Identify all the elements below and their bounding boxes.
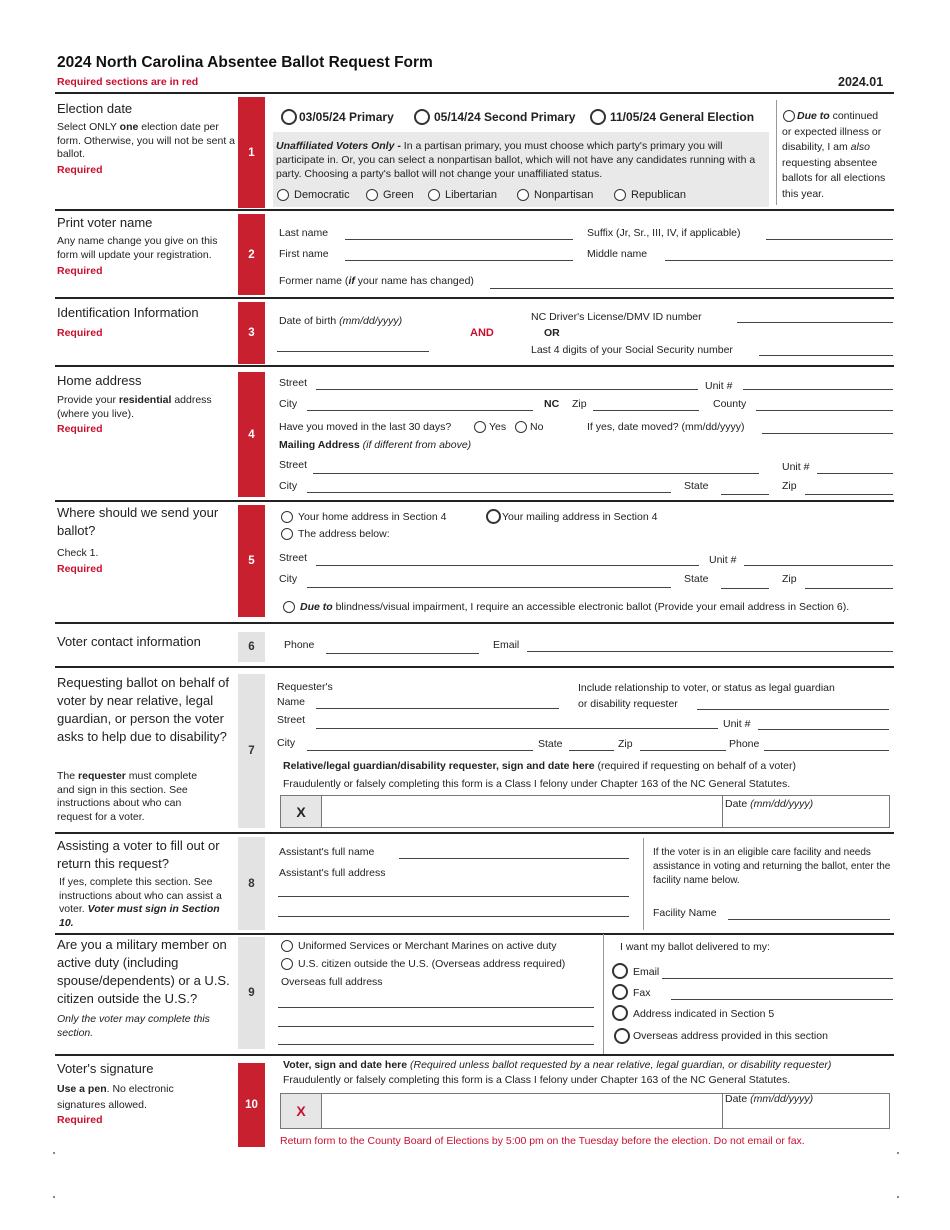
section-5-desc: Check 1. [57, 547, 99, 559]
second-primary-label: 05/14/24 Second Primary [434, 110, 576, 124]
requester-name-field[interactable] [316, 708, 559, 709]
requester-zip-field[interactable] [640, 750, 726, 751]
divider [55, 500, 894, 502]
divider [55, 622, 894, 624]
section-1-required: Required [57, 164, 103, 176]
section-4-number: 4 [238, 372, 265, 497]
requester-unit-label: Unit # [723, 718, 751, 730]
divider [55, 666, 894, 668]
send-city-field[interactable] [307, 587, 671, 588]
section-5-title: Where should we send your ballot? [57, 505, 219, 538]
section-2-required: Required [57, 265, 103, 277]
section-9-title: Are you a military member on active duty (including spouse/dependents) or a U.S. citizen outside the U.S.? [57, 937, 230, 1006]
ssn-label: Last 4 digits of your Social Security number [531, 344, 733, 356]
primary-label: 03/05/24 Primary [299, 110, 394, 124]
facility-name-label: Facility Name [653, 907, 717, 919]
section-1-title: Election date [57, 101, 133, 116]
section-6-title: Voter contact information [57, 634, 201, 649]
mailing-city-field[interactable] [307, 492, 671, 493]
send-unit-field[interactable] [744, 565, 893, 566]
section-7-title: Requesting ballot on behalf of voter by near relative, legal guardian, or person the voter asks to help due to disability? [57, 675, 230, 744]
uniformed-radio[interactable] [281, 940, 293, 952]
section-4-desc: Provide your residential address (where you live). [57, 394, 212, 420]
send-state-label: State [684, 573, 709, 585]
phone-field[interactable] [326, 653, 479, 654]
mailing-unit-field[interactable] [817, 473, 893, 474]
zip-label: Zip [572, 398, 587, 410]
ssn-field[interactable] [759, 355, 893, 356]
overseas-address-label: Overseas full address [281, 976, 383, 988]
section-10-title: Voter's signature [57, 1061, 154, 1076]
mailing-state-field[interactable] [721, 494, 769, 495]
section-5-required: Required [57, 563, 103, 575]
return-instructions: Return form to the County Board of Elections by 5:00 pm on the Tuesday before the election. Do not email or fax. [280, 1135, 805, 1147]
party-republican-radio[interactable] [614, 189, 626, 201]
section-8-number: 8 [238, 837, 265, 930]
section-6-number: 6 [238, 632, 265, 662]
uniformed-label: Uniformed Services or Merchant Marines on active duty [298, 940, 557, 952]
section-2-number: 2 [238, 214, 265, 295]
assistant-address-label: Assistant's full address [279, 867, 386, 879]
section-8-title: Assisting a voter to fill out or return this request? [57, 838, 220, 871]
date-moved-field[interactable] [762, 433, 893, 434]
send-zip-label: Zip [782, 573, 797, 585]
facility-name-field[interactable] [728, 919, 890, 920]
last-name-field[interactable] [345, 239, 573, 240]
mailing-address-label: Mailing Address (if different from above) [279, 439, 472, 451]
facility-desc: If the voter is in an eligible care facility and needs assistance in voting and returning the ballot, enter the facility name below. [653, 847, 891, 886]
deliver-overseas-radio[interactable] [614, 1028, 630, 1044]
email-label: Email [493, 639, 520, 651]
requester-city-field[interactable] [307, 750, 533, 751]
requester-street-field[interactable] [316, 728, 718, 729]
county-field[interactable] [756, 410, 893, 411]
requester-name-label: Requester's Name [277, 681, 333, 708]
overseas-citizen-radio[interactable] [281, 958, 293, 970]
mailing-zip-label: Zip [782, 480, 797, 492]
deliver-overseas-label: Overseas address provided in this section [633, 1030, 828, 1042]
section-7-number: 7 [238, 674, 265, 828]
send-below-label: The address below: [298, 528, 390, 540]
middle-name-field[interactable] [665, 260, 893, 261]
requester-unit-field[interactable] [758, 729, 889, 730]
section-3-number: 3 [238, 302, 265, 364]
accessible-ballot-radio[interactable] [283, 601, 295, 613]
divider [55, 832, 894, 834]
voter-date-label[interactable]: Date (mm/dd/yyyy) [725, 1093, 814, 1105]
crop-mark [53, 1196, 55, 1198]
moved-label: Have you moved in the last 30 days? [279, 421, 452, 433]
section-10-desc: Use a pen. No electronic signatures allowed. [57, 1083, 174, 1111]
middle-name-label: Middle name [587, 248, 648, 260]
section-7-desc: The requester must complete and sign in this section. See instructions about who can request for a voter. [57, 770, 198, 823]
requester-felony-warning: Fraudulently or falsely completing this form is a Class I felony under Chapter 163 of the NC General Statutes. [283, 778, 791, 790]
unaffiliated-text: Unaffiliated Voters Only - In a partisan primary, you must choose which party's primary you will participate in. Or, you can select a nonpartisan ballot, which will not have any candidates running with a party. Choosing a party's ballot will not change your unaffiliated status. [276, 140, 756, 180]
primary-radio[interactable] [281, 109, 297, 125]
send-street-field[interactable] [316, 565, 699, 566]
moved-no-label: No [530, 421, 544, 433]
section-4-title: Home address [57, 373, 142, 388]
county-label: County [713, 398, 747, 410]
phone-label: Phone [284, 639, 315, 651]
assistant-address-field-2[interactable] [278, 916, 629, 917]
send-home-label: Your home address in Section 4 [298, 511, 447, 523]
send-mailing-label: Your mailing address in Section 4 [502, 511, 658, 523]
section-1-desc: Select ONLY one election date per form. Otherwise, you will not be sent a ballot. [57, 121, 235, 160]
requester-date-label[interactable]: Date (mm/dd/yyyy) [725, 798, 814, 810]
divider [55, 297, 894, 299]
zip-field[interactable] [593, 410, 699, 411]
dob-label: Date of birth (mm/dd/yyyy) [279, 315, 403, 327]
divider [55, 365, 894, 367]
section-9-desc: Only the voter may complete this section. [57, 1013, 210, 1039]
crop-mark [897, 1152, 899, 1154]
overseas-citizen-label: U.S. citizen outside the U.S. (Overseas address required) [298, 958, 566, 970]
first-name-label: First name [279, 248, 329, 260]
general-election-label: 11/05/24 General Election [610, 110, 755, 124]
send-unit-label: Unit # [709, 554, 737, 566]
unit-label: Unit # [705, 380, 733, 392]
party-nonpartisan-label: Nonpartisan [534, 189, 594, 201]
requester-city-label: City [277, 737, 296, 749]
moved-yes-label: Yes [489, 421, 507, 433]
deliver-email-radio[interactable] [612, 963, 628, 979]
general-election-radio[interactable] [590, 109, 606, 125]
section-4-required: Required [57, 423, 103, 435]
requester-state-field[interactable] [569, 750, 614, 751]
section-2-desc: Any name change you give on this form will update your registration. [57, 235, 218, 261]
mailing-unit-label: Unit # [782, 461, 810, 473]
requester-phone-field[interactable] [764, 750, 889, 751]
party-democratic-label: Democratic [294, 189, 350, 201]
send-city-label: City [279, 573, 298, 585]
party-green-label: Green [383, 189, 414, 201]
overseas-address-field-1[interactable] [278, 1007, 594, 1008]
party-green-radio[interactable] [366, 189, 378, 201]
form-title: 2024 North Carolina Absentee Ballot Request Form [57, 54, 433, 71]
first-name-field[interactable] [345, 260, 573, 261]
requester-street-label: Street [277, 714, 306, 726]
deliver-email-field[interactable] [662, 978, 893, 979]
form-version: 2024.01 [838, 75, 884, 89]
section-5-number: 5 [238, 505, 265, 617]
nc-label: NC [544, 398, 560, 410]
voter-sign-instruction: Voter, sign and date here (Required unless ballot requested by a near relative, legal guardian, or disability requester) [283, 1059, 832, 1071]
section-8-desc: If yes, complete this section. See instructions about who can assist a voter. Voter must sign in Section 10. [59, 876, 222, 929]
requester-signature-x: X [281, 796, 321, 827]
dl-label: NC Driver's License/DMV ID number [531, 311, 702, 323]
section-10-number: 10 [238, 1063, 265, 1147]
send-street-label: Street [279, 552, 308, 564]
date-moved-label: If yes, date moved? (mm/dd/yyyy) [587, 421, 745, 433]
moved-yes-radio[interactable] [474, 421, 486, 433]
assistant-name-label: Assistant's full name [279, 846, 375, 858]
mailing-city-label: City [279, 480, 298, 492]
deliver-fax-radio[interactable] [612, 984, 628, 1000]
overseas-address-field-3[interactable] [278, 1044, 594, 1045]
mailing-state-label: State [684, 480, 709, 492]
send-below-radio[interactable] [281, 528, 293, 540]
relationship-label: Include relationship to voter, or status as legal guardian or disability requester [578, 682, 835, 710]
section-10-required: Required [57, 1114, 103, 1126]
street-field[interactable] [316, 389, 698, 390]
former-name-field[interactable] [490, 288, 893, 289]
party-libertarian-radio[interactable] [428, 189, 440, 201]
requester-sign-instruction: Relative/legal guardian/disability requester, sign and date here (required if requesting on behalf of a voter) [283, 760, 796, 772]
and-label: AND [470, 327, 494, 339]
requester-state-label: State [538, 738, 563, 750]
section-3-required: Required [57, 327, 103, 339]
mailing-street-label: Street [279, 459, 308, 471]
email-field[interactable] [527, 651, 893, 652]
unit-field[interactable] [743, 389, 893, 390]
ongoing-illness-text: Due to continued or expected illness or disability, I am also requesting absentee ballots for all elections this year. [782, 110, 886, 200]
send-home-radio[interactable] [281, 511, 293, 523]
section-1-number: 1 [238, 97, 265, 208]
send-state-field[interactable] [721, 588, 769, 589]
send-zip-field[interactable] [805, 588, 893, 589]
last-name-label: Last name [279, 227, 329, 239]
accessible-ballot-label: Due to blindness/visual impairment, I require an accessible electronic ballot (Provide your email address in Section 6). [300, 601, 850, 613]
city-label: City [279, 398, 298, 410]
divider [55, 209, 894, 211]
dl-field[interactable] [737, 322, 893, 323]
suffix-label: Suffix (Jr, Sr., III, IV, if applicable) [587, 227, 741, 239]
voter-signature-x: X [281, 1094, 321, 1128]
mailing-zip-field[interactable] [805, 494, 893, 495]
requester-zip-label: Zip [618, 738, 633, 750]
crop-mark [53, 1152, 55, 1154]
overseas-address-field-2[interactable] [278, 1026, 594, 1027]
or-label: OR [544, 327, 560, 339]
requester-phone-label: Phone [729, 738, 760, 750]
crop-mark [897, 1196, 899, 1198]
relationship-field[interactable] [697, 709, 889, 710]
deliver-section5-radio[interactable] [612, 1005, 628, 1021]
street-label: Street [279, 377, 308, 389]
assistant-name-field[interactable] [399, 858, 629, 859]
party-republican-label: Republican [631, 189, 687, 201]
second-primary-radio[interactable] [414, 109, 430, 125]
mailing-street-field[interactable] [313, 473, 759, 474]
assistant-address-field-1[interactable] [278, 896, 629, 897]
dob-field[interactable] [277, 351, 429, 352]
deliver-section5-label: Address indicated in Section 5 [633, 1008, 775, 1020]
section-2-title: Print voter name [57, 215, 153, 230]
party-libertarian-label: Libertarian [445, 189, 497, 201]
section-3-title: Identification Information [57, 305, 199, 320]
voter-felony-warning: Fraudulently or falsely completing this form is a Class I felony under Chapter 163 of the NC General Statutes. [283, 1074, 791, 1086]
city-field[interactable] [307, 410, 533, 411]
divider [55, 1054, 894, 1056]
deliver-fax-label: Fax [633, 987, 651, 999]
suffix-field[interactable] [766, 239, 893, 240]
send-mailing-radio[interactable] [486, 509, 501, 524]
deliver-email-label: Email [633, 966, 660, 978]
divider [55, 933, 894, 935]
required-note: Required sections are in red [57, 76, 199, 88]
deliver-label: I want my ballot delivered to my: [620, 941, 770, 953]
deliver-fax-field[interactable] [671, 999, 893, 1000]
former-name-label: Former name (if your name has changed) [279, 275, 474, 287]
divider [55, 92, 894, 94]
moved-no-radio[interactable] [515, 421, 527, 433]
party-democratic-radio[interactable] [277, 189, 289, 201]
section-9-number: 9 [238, 937, 265, 1049]
party-nonpartisan-radio[interactable] [517, 189, 529, 201]
